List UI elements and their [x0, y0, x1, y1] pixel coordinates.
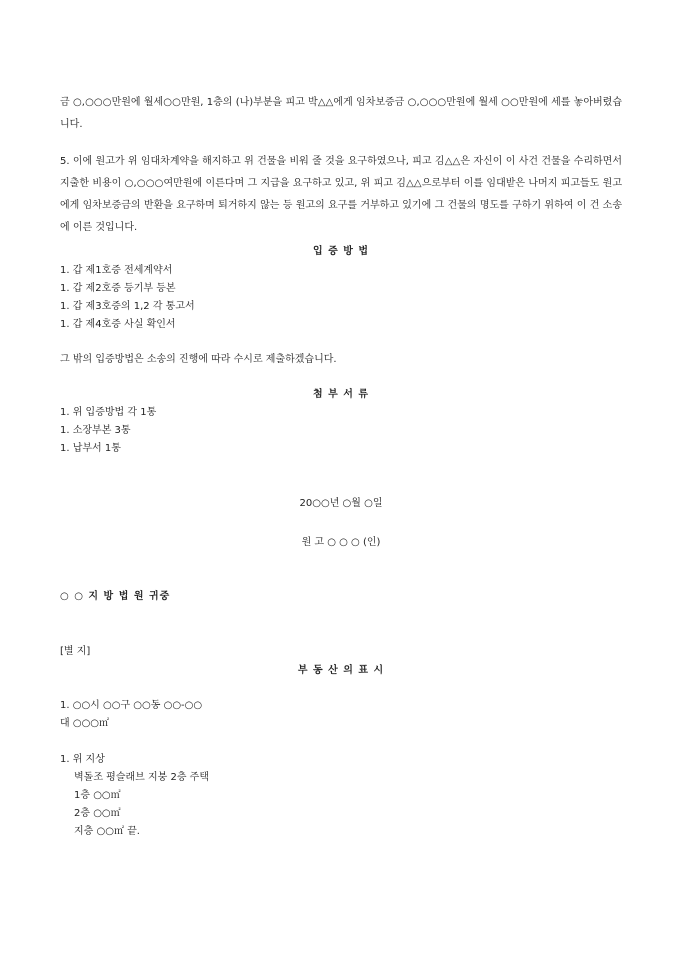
plaintiff-signature: 원 고 ○ ○ ○ (인) — [301, 537, 381, 548]
list-item: 1. 소장부본 3통 — [60, 425, 131, 436]
attachments-heading: 첨 부 서 류 — [312, 389, 370, 400]
list-item: 대 ○○○㎡ — [60, 718, 110, 729]
list-item: 1. ○○시 ○○구 ○○동 ○○-○○ — [60, 700, 203, 711]
property-heading: 부 동 산 의 표 시 — [297, 665, 385, 676]
evidence-heading: 입 증 방 법 — [312, 246, 370, 257]
court-addressee: ○ ○ 지 방 법 원 귀중 — [60, 591, 171, 602]
list-item: 1. 갑 제3호증의 1,2 각 통고서 — [60, 301, 195, 312]
annex-label: [별 지] — [60, 646, 91, 657]
list-item: 2층 ○○㎡ — [74, 808, 121, 819]
list-item: 벽돌조 평슬래브 지붕 2층 주택 — [74, 772, 209, 783]
property-land — [60, 697, 622, 733]
building-title: 1. 위 지상 — [60, 754, 105, 765]
property-building — [60, 751, 622, 841]
attachments-list — [60, 404, 622, 458]
list-item: 1. 갑 제2호증 등기부 등본 — [60, 283, 176, 294]
list-item: 1. 납부서 1통 — [60, 443, 121, 454]
list-item: 1. 위 입증방법 각 1통 — [60, 407, 157, 418]
list-item: 1. 갑 제4호증 사실 확인서 — [60, 319, 176, 330]
evidence-note: 그 밖의 입증방법은 소송의 진행에 따라 수시로 제출하겠습니다. — [60, 354, 337, 365]
evidence-list — [60, 262, 622, 334]
paragraph-5: 5. 이에 원고가 위 임대차계약을 해지하고 위 건물을 비워 줄 것을 요구하였으나, 피고 김△△은 자신이 이 사건 건물을 수리하면서 지출한 비용이 ○,○○○여만원에 이른다며 그 지급을 요구하고 있고, 위 피고 김△△으로부터 이를 임대받은 나머지 피고들도 원고에게 임차보증금의 반환을 요구하며 퇴거하지 않는 등 원고의 요구를 거부하고 있기에 그 건물의 명도를 구하기 위하여 이 건 소송에 이른 것입니다. — [60, 156, 622, 233]
list-item: 1. 갑 제1호증 전세계약서 — [60, 265, 173, 276]
list-item: 지층 ○○㎡ 끝. — [74, 826, 140, 837]
filing-date: 20○○년 ○월 ○일 — [299, 498, 383, 509]
list-item: 1층 ○○㎡ — [74, 790, 121, 801]
intro-paragraph: 금 ○,○○○만원에 월세○○만원, 1층의 (나)부분을 피고 박△△에게 임차보증금 ○,○○○만원에 월세 ○○만원에 세를 놓아버렸습니다. — [60, 97, 622, 130]
